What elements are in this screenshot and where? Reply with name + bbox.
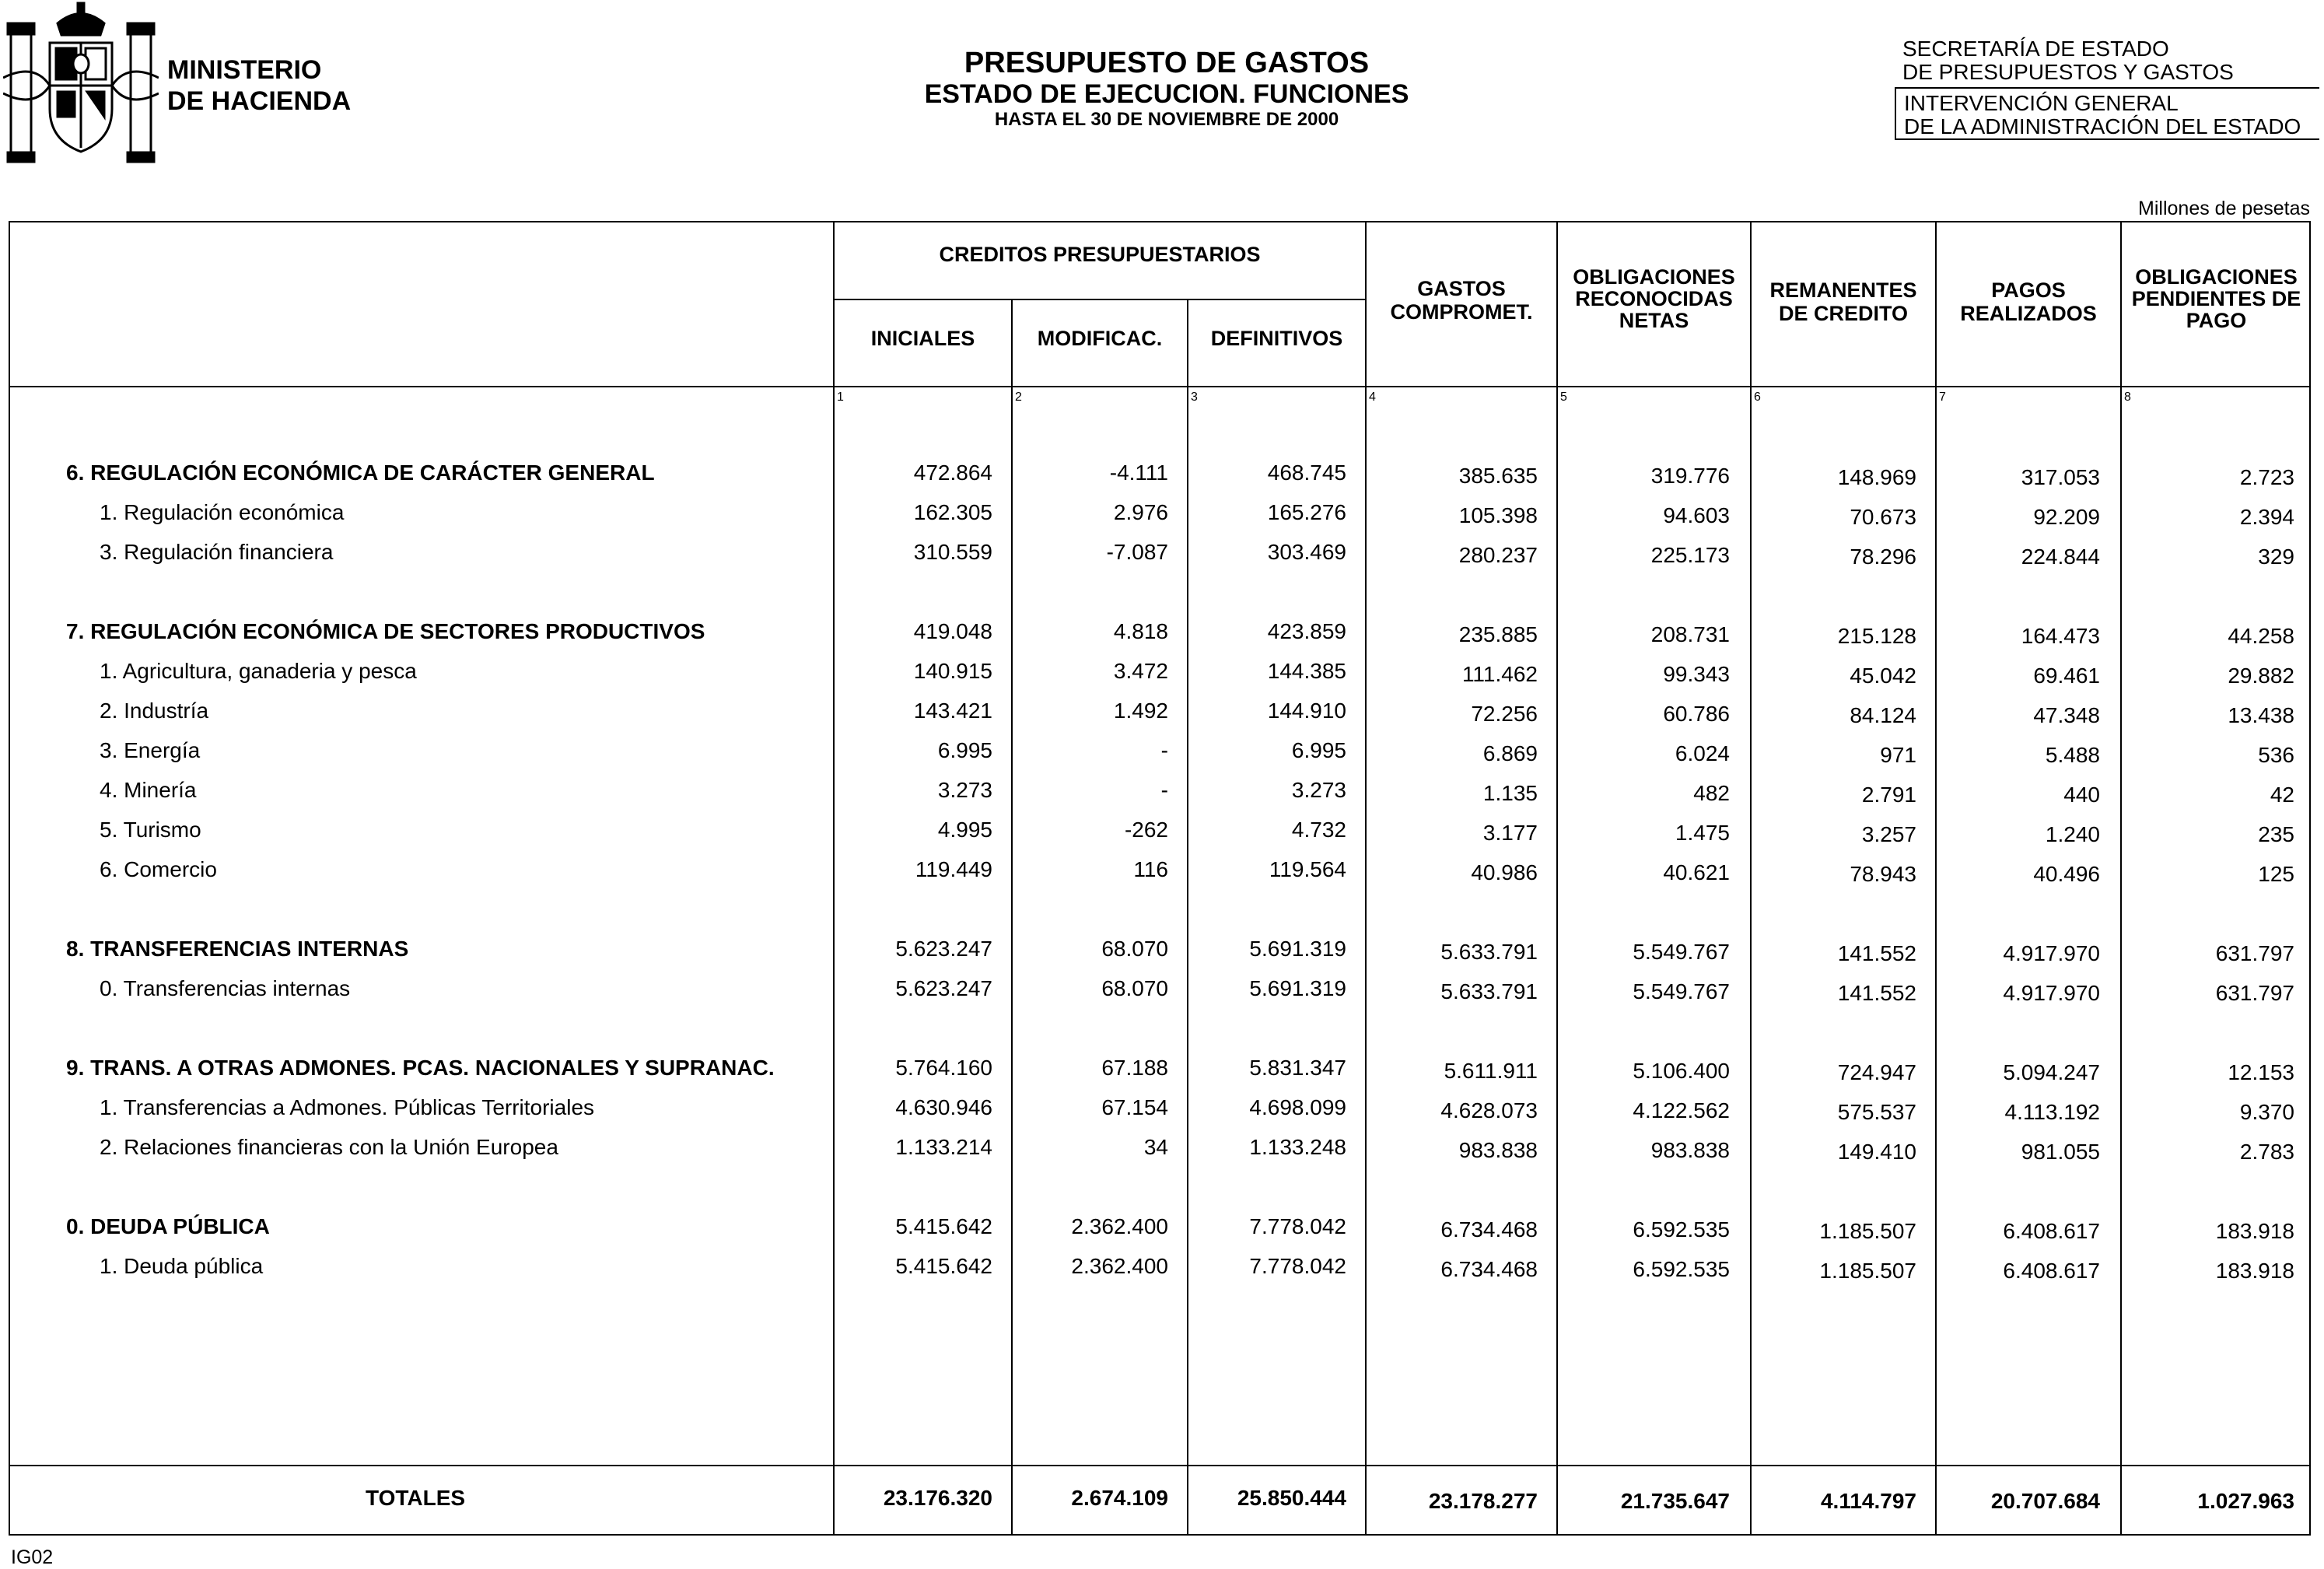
table-cell: 4.122.562 [1633,1098,1730,1122]
totals-cell: 4.114.797 [1820,1489,1916,1513]
table-cell: 99.343 [1663,662,1730,686]
totals-cell: 21.735.647 [1620,1489,1730,1513]
table-cell: 125 [2258,862,2294,886]
secretaria-block [1902,37,2234,84]
table-cell: 6.592.535 [1633,1257,1730,1281]
section-label: 8. TRANSFERENCIAS INTERNAS [66,937,409,961]
table-cell: 208.731 [1650,622,1730,646]
table-cell: 68.070 [1101,976,1168,1000]
table-cell: 40.621 [1663,860,1730,884]
table-cell: 148.969 [1837,465,1916,489]
subsection-label: 1. Agricultura, ganaderia y pesca [100,659,417,683]
table-cell: 4.818 [1113,619,1168,643]
table-cell: 47.348 [2033,703,2100,727]
table-cell: 4.732 [1291,818,1346,842]
table-cell: 224.844 [2021,545,2100,569]
table-cell: 6.408.617 [2003,1219,2100,1243]
totals-cell: 20.707.684 [1990,1489,2100,1513]
table-cell: 94.603 [1663,503,1730,527]
table-cell: 319.776 [1650,464,1730,488]
table-cell: 67.188 [1101,1056,1168,1080]
column-number: 6 [1754,390,1761,404]
table-cell: 67.154 [1101,1095,1168,1119]
table-cell: 162.305 [913,500,992,524]
table-cell: 4.917.970 [2003,941,2100,965]
table-cell: 6.734.468 [1440,1257,1538,1281]
table-cell: 385.635 [1458,464,1538,488]
column-number: 7 [1939,390,1946,404]
table-cell: 29.882 [2228,664,2294,688]
table-cell: 6.592.535 [1633,1217,1730,1242]
header-obligaciones-reconocidas: OBLIGACIONES RECONOCIDAS NETAS [1573,265,1735,332]
table-cell: 45.042 [1850,664,1916,688]
header-gastos-comprometidos: GASTOS COMPROMET. [1390,277,1533,324]
table-cell: 164.473 [2021,624,2100,648]
table-cell: 149.410 [1837,1140,1916,1164]
table-cell: 111.462 [1461,662,1538,686]
table-cell: 1.185.507 [1819,1219,1916,1243]
totals-divider [9,1465,2311,1466]
table-cell: 116 [1133,857,1168,881]
table-cell: 4.995 [937,818,992,842]
table-cell: 215.128 [1837,624,1916,648]
table-cell: 60.786 [1663,702,1730,726]
table-cell: 6.995 [937,738,992,762]
section-label: 0. DEUDA PÚBLICA [66,1214,270,1238]
column-number: 8 [2124,390,2131,404]
table-cell: 6.024 [1675,741,1730,765]
totals-cell: 1.027.963 [2197,1489,2294,1513]
table-cell: 5.764.160 [895,1056,992,1080]
table-cell: 2.791 [1861,783,1916,807]
table-cell: 536 [2258,743,2294,767]
form-code: IG02 [11,1546,54,1568]
report-subtitle: ESTADO DE EJECUCION. FUNCIONES [924,79,1409,109]
section-label: 6. REGULACIÓN ECONÓMICA DE CARÁCTER GENERAL [66,461,655,485]
table-cell: 2.976 [1113,500,1168,524]
table-cell: 6.734.468 [1440,1217,1538,1242]
table-cell: 68.070 [1101,937,1168,961]
table-cell: 141.552 [1837,941,1916,965]
subsection-label: 3. Regulación financiera [100,540,334,564]
totals-cell: 2.674.109 [1071,1486,1168,1510]
table-cell: 4.628.073 [1440,1098,1538,1122]
table-cell: 5.691.319 [1249,976,1346,1000]
secretaria-line1: SECRETARÍA DE ESTADO [1902,37,2169,61]
table-cell: 7.778.042 [1249,1214,1346,1238]
subsection-label: 2. Industría [100,699,209,723]
table-cell: 42 [2270,783,2294,807]
subsection-label: 6. Comercio [100,857,217,881]
table-cell: 6.995 [1291,738,1346,762]
table-cell: 303.469 [1267,540,1346,564]
table-cell: 2.362.400 [1071,1254,1168,1278]
table-cell: 5.623.247 [895,937,992,961]
table-cell: 5.488 [2045,743,2100,767]
table-cell: 482 [1693,781,1730,805]
table-cell: -4.111 [1109,461,1168,485]
table-cell: 5.633.791 [1440,979,1538,1003]
table-cell: 1.185.507 [1819,1259,1916,1283]
subsection-label: 2. Relaciones financieras con la Unión Europea [100,1135,558,1159]
table-cell: 84.124 [1850,703,1916,727]
table-cell: 9.370 [2239,1100,2294,1124]
table-cell: 3.273 [1291,778,1346,802]
table-cell: 4.917.970 [2003,981,2100,1005]
table-cell: 5.831.347 [1249,1056,1346,1080]
table-cell: 4.113.192 [2004,1100,2100,1124]
table-cell: 724.947 [1837,1060,1916,1084]
table-cell: 3.177 [1482,821,1538,845]
ministry-line1: MINISTERIO [167,55,322,85]
table-cell: 5.415.642 [895,1214,992,1238]
header-remanentes: REMANENTES DE CREDITO [1769,278,1917,325]
intervencion-line1: INTERVENCIÓN GENERAL [1904,91,2179,115]
table-cell: - [1160,738,1168,762]
table-cell: 5.623.247 [895,976,992,1000]
col-divider [833,221,835,1536]
table-cell: 5.094.247 [2003,1060,2100,1084]
table-cell: 472.864 [913,461,992,485]
header-bottom-divider [9,386,2311,387]
table-cell: 2.783 [2239,1140,2294,1164]
table-cell: 13.438 [2228,703,2294,727]
col-divider [1187,299,1188,1536]
totals-cell: 25.850.444 [1237,1486,1346,1510]
table-cell: 34 [1143,1135,1168,1159]
section-label: 9. TRANS. A OTRAS ADMONES. PCAS. NACIONALES Y SUPRANAC. [66,1056,775,1080]
table-cell: 5.633.791 [1440,940,1538,964]
table-cell: 1.135 [1482,781,1538,805]
table-cell: 3.472 [1113,659,1168,683]
report-date: HASTA EL 30 DE NOVIEMBRE DE 2000 [994,109,1339,130]
table-cell: 6.408.617 [2003,1259,2100,1283]
table-cell: 981.055 [2021,1140,2100,1164]
table-cell: 2.723 [2239,465,2294,489]
table-cell: 1.492 [1113,699,1168,723]
table-cell: 7.778.042 [1249,1254,1346,1278]
table-cell: 40.496 [2033,862,2100,886]
table-cell: 235 [2258,822,2294,846]
table-cell: 1.133.214 [895,1135,992,1159]
table-cell: 78.296 [1850,545,1916,569]
table-cell: 2.362.400 [1071,1214,1168,1238]
table-cell: 78.943 [1850,862,1916,886]
table-cell: 440 [2063,783,2100,807]
table-cell: 5.549.767 [1633,940,1730,964]
table-cell: 280.237 [1458,543,1538,567]
table-cell: 971 [1880,743,1916,767]
table-cell: - [1160,778,1168,802]
table-cell: 1.240 [2045,822,2100,846]
table-cell: 144.910 [1267,699,1346,723]
col-divider [1365,221,1367,1536]
table-cell: 44.258 [2228,624,2294,648]
column-number: 1 [837,390,844,404]
table-cell: 70.673 [1850,505,1916,529]
table-cell: 235.885 [1458,622,1538,646]
table-cell: 105.398 [1458,503,1538,527]
table-cell: 631.797 [2215,941,2294,965]
header-creditos: CREDITOS PRESUPUESTARIOS [939,243,1261,266]
table-cell: 92.209 [2033,505,2100,529]
table-cell: 165.276 [1267,500,1346,524]
table-cell: 2.394 [2239,505,2294,529]
table-cell: 5.415.642 [895,1254,992,1278]
table-cell: 317.053 [2021,465,2100,489]
table-cell: 423.859 [1267,619,1346,643]
intervencion-line2: DE LA ADMINISTRACIÓN DEL ESTADO [1904,114,2301,138]
table-cell: 575.537 [1837,1100,1916,1124]
column-number: 4 [1369,390,1376,404]
table-cell: 6.869 [1482,741,1538,765]
table-cell: 1.133.248 [1249,1135,1346,1159]
table-cell: 183.918 [2215,1259,2294,1283]
subsection-label: 1. Transferencias a Admones. Públicas Territoriales [100,1095,595,1119]
col-divider [1935,221,1937,1536]
table-cell: 983.838 [1650,1138,1730,1162]
subsection-label: 3. Energía [100,738,201,762]
header-obligaciones-pendientes: OBLIGACIONES PENDIENTES DE PAGO [2131,265,2301,332]
subsection-label: 0. Transferencias internas [100,976,351,1000]
table-cell: 3.273 [937,778,992,802]
unit-note: Millones de pesetas [2138,198,2310,219]
table-cell: 5.691.319 [1249,937,1346,961]
table-cell: 143.421 [913,699,992,723]
subsection-label: 4. Minería [100,778,197,802]
secretaria-line2: DE PRESUPUESTOS Y GASTOS [1902,60,2234,84]
totals-label: TOTALES [366,1486,466,1510]
table-cell: 5.611.911 [1444,1059,1538,1083]
section-label: 7. REGULACIÓN ECONÓMICA DE SECTORES PRODUCTIVOS [66,619,705,643]
table-cell: 119.564 [1269,857,1346,881]
column-number: 5 [1560,390,1567,404]
table-cell: 4.698.099 [1249,1095,1346,1119]
table-cell: 419.048 [913,619,992,643]
table-cell: 631.797 [2215,981,2294,1005]
table-cell: 183.918 [2215,1219,2294,1243]
table-cell: 69.461 [2033,664,2100,688]
subsection-label: 1. Regulación económica [100,500,345,524]
table-cell: 141.552 [1837,981,1916,1005]
column-number: 3 [1191,390,1198,404]
header-definitivos: DEFINITIVOS [1210,327,1343,350]
table-cell: -262 [1124,818,1168,842]
intervencion-box [1895,87,2319,140]
table-cell: 468.745 [1267,461,1346,485]
table-cell: 225.173 [1650,543,1730,567]
table-cell: 3.257 [1861,822,1916,846]
header-modificac: MODIFICAC. [1037,327,1163,350]
table-cell: 119.449 [915,857,992,881]
table-cell: 72.256 [1471,702,1538,726]
report-title-block [778,47,1556,131]
table-cell: 4.630.946 [895,1095,992,1119]
report-title: PRESUPUESTO DE GASTOS [964,47,1370,79]
table-cell: 1.475 [1675,821,1730,845]
table-cell: 329 [2258,545,2294,569]
subsection-label: 5. Turismo [100,818,201,842]
coat-of-arms-logo [3,0,159,165]
col-divider [1750,221,1752,1536]
table-cell: 5.106.400 [1633,1059,1730,1083]
table-cell: 144.385 [1267,659,1346,683]
header-pagos-realizados: PAGOS REALIZADOS [1960,278,2097,325]
column-number: 2 [1015,390,1022,404]
col-divider [1556,221,1558,1536]
table-cell: -7.087 [1106,540,1168,564]
group-header-divider [833,299,1367,300]
subsection-label: 1. Deuda pública [100,1254,264,1278]
ministry-line2: DE HACIENDA [167,86,352,116]
table-cell: 12.153 [2228,1060,2294,1084]
ministry-name [167,54,351,117]
table-cell: 983.838 [1458,1138,1538,1162]
table-cell: 40.986 [1471,860,1538,884]
table-cell: 310.559 [913,540,992,564]
table-cell: 140.915 [913,659,992,683]
header-iniciales: INICIALES [870,327,975,350]
table-cell: 5.549.767 [1633,979,1730,1003]
totals-cell: 23.178.277 [1428,1489,1538,1513]
totals-cell: 23.176.320 [883,1486,992,1510]
col-divider [2120,221,2122,1536]
